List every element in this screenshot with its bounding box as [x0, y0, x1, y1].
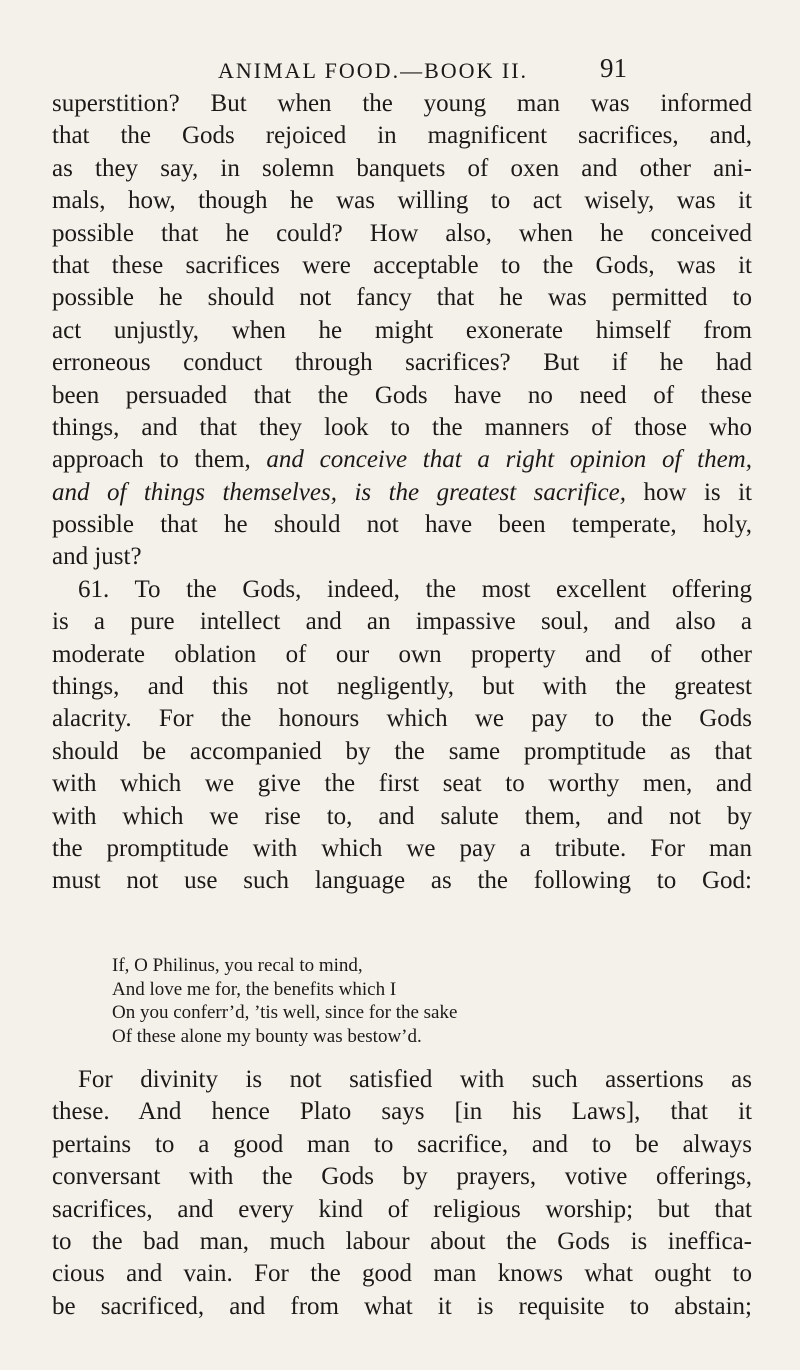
text-line: things, and this not negligently, but with the greatest: [52, 673, 752, 701]
text-line: the promptitude with which we pay a tribute. For man: [52, 834, 752, 862]
running-head: ANIMAL FOOD.—BOOK II.: [218, 58, 529, 83]
roman-run: how is it: [626, 478, 752, 506]
roman-run: approach to them,: [52, 446, 267, 474]
text-line: things, and that they look to the manners of those who: [52, 413, 752, 441]
text-line: pertains to a good man to sacrifice, and to be always: [52, 1130, 752, 1158]
text-line: moderate oblation of our own property and of other: [52, 640, 752, 668]
verse-quotation: [112, 954, 692, 1048]
paragraph-start: For divinity is not satisfied with such assertions as: [78, 1066, 752, 1093]
text-line: is a pure intellect and an impassive soul, and also a: [52, 608, 752, 636]
text-line-mixed: [52, 477, 752, 509]
text-line: be sacrificed, and from what it is requisite to abstain;: [52, 1292, 752, 1320]
page-number: 91: [600, 53, 627, 83]
text-line: possible that he should not have been temperate, holy,: [52, 511, 752, 539]
main-text-block: [52, 88, 752, 898]
text-line: superstition? But when the young man was informed: [52, 90, 752, 117]
page-header: [0, 50, 800, 90]
italic-run: and conceive that a right opinion of them,: [266, 446, 752, 474]
text-line: should be accompanied by the same promptitude as that: [52, 737, 752, 765]
verse-line: On you conferr’d, ’tis well, since for the sake: [112, 1002, 458, 1023]
text-line-mixed: [52, 444, 752, 476]
text-line: must not use such language as the following to God:: [52, 867, 752, 895]
text-line: that the Gods rejoiced in magnificent sacrifices, and,: [52, 122, 752, 150]
verse-line: And love me for, the benefits which I: [112, 978, 397, 1000]
text-line: erroneous conduct through sacrifices? But if he had: [52, 349, 752, 377]
text-line: sacrifices, and every kind of religious worship; but that: [52, 1195, 752, 1223]
text-line: cious and vain. For the good man knows what ought to: [52, 1260, 752, 1288]
text-line: that these sacrifices were acceptable to the Gods, was it: [52, 251, 752, 279]
text-line: alacrity. For the honours which we pay to the Gods: [52, 705, 752, 733]
text-line: mals, how, though he was willing to act wisely, was it: [52, 187, 752, 215]
text-line: conversant with the Gods by prayers, votive offerings,: [52, 1163, 752, 1191]
text-line: possible that he could? How also, when he conceived: [52, 219, 752, 247]
text-line: act unjustly, when he might exonerate himself from: [52, 316, 752, 344]
text-line: possible he should not fancy that he was permitted to: [52, 284, 752, 312]
verse-line: If, O Philinus, you recal to mind,: [112, 955, 363, 976]
paragraph-61-start: 61. To the Gods, indeed, the most excellent offering: [78, 575, 752, 603]
text-line: to the bad man, much labour about the Gods is ineffica-: [52, 1227, 752, 1255]
text-line: with which we give the first seat to worthy men, and: [52, 770, 752, 798]
paragraph-end-line: and just?: [52, 543, 142, 571]
italic-run: and of things themselves, is the greatest sacrifice,: [52, 478, 626, 506]
continuation-text-block: [52, 1064, 752, 1323]
text-line: as they say, in solemn banquets of oxen and other ani-: [52, 154, 752, 182]
text-line: these. And hence Plato says [in his Laws], that it: [52, 1098, 752, 1126]
verse-line: Of these alone my bounty was bestow’d.: [112, 1025, 422, 1047]
text-line: with which we rise to, and salute them, and not by: [52, 802, 752, 830]
text-line: been persuaded that the Gods have no need of these: [52, 381, 752, 409]
